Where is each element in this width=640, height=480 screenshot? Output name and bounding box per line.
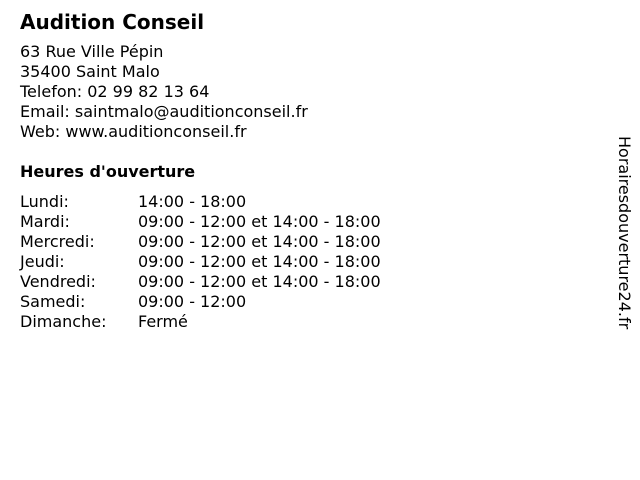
- time-value: 14:00 - 18:00: [138, 192, 247, 211]
- opening-hours-title: Heures d'ouverture: [20, 162, 196, 181]
- day-label: Mardi:: [20, 212, 70, 231]
- street-address: 63 Rue Ville Pépin: [20, 42, 164, 61]
- time-value: 09:00 - 12:00 et 14:00 - 18:00: [138, 212, 381, 231]
- time-value: 09:00 - 12:00: [138, 292, 247, 311]
- time-value: 09:00 - 12:00 et 14:00 - 18:00: [138, 232, 381, 251]
- day-label: Lundi:: [20, 192, 69, 211]
- hours-row-thursday: [20, 252, 600, 272]
- day-label: Vendredi:: [20, 272, 96, 291]
- day-label: Samedi:: [20, 292, 86, 311]
- hours-row-monday: [20, 192, 600, 212]
- hours-row-sunday: [20, 312, 600, 332]
- day-label: Jeudi:: [20, 252, 65, 271]
- hours-row-tuesday: [20, 212, 600, 232]
- time-value: 09:00 - 12:00 et 14:00 - 18:00: [138, 272, 381, 291]
- day-label: Mercredi:: [20, 232, 95, 251]
- hours-row-wednesday: [20, 232, 600, 252]
- day-label: Dimanche:: [20, 312, 107, 331]
- site-watermark: Horairesdouverture24.fr: [615, 136, 634, 330]
- city-address: 35400 Saint Malo: [20, 62, 160, 81]
- business-name: Audition Conseil: [20, 10, 205, 34]
- hours-row-saturday: [20, 292, 600, 312]
- email-address: Email: saintmalo@auditionconseil.fr: [20, 102, 308, 121]
- phone-number: Telefon: 02 99 82 13 64: [20, 82, 210, 101]
- business-card: [20, 8, 600, 332]
- time-value: 09:00 - 12:00 et 14:00 - 18:00: [138, 252, 381, 271]
- hours-row-friday: [20, 272, 600, 292]
- time-value: Fermé: [138, 312, 188, 331]
- website-address: Web: www.auditionconseil.fr: [20, 122, 247, 141]
